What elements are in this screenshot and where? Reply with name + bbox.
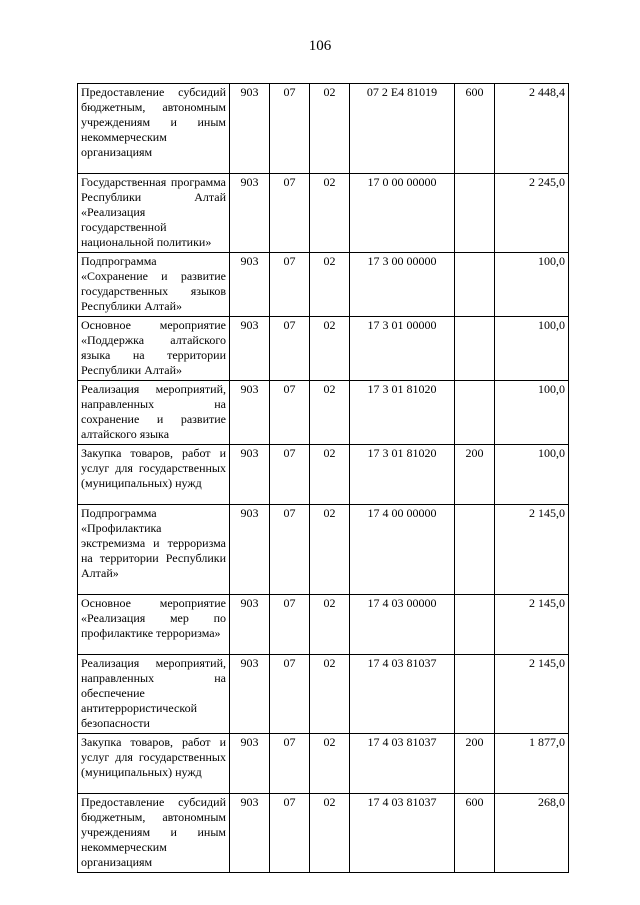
sum-cell: 100,0 — [495, 445, 569, 505]
table-row — [78, 794, 569, 873]
table-row — [78, 317, 569, 381]
page-number: 106 — [308, 38, 332, 54]
rz-cell: 07 — [270, 595, 310, 655]
rz-cell: 07 — [270, 317, 310, 381]
item-name-cell: Государственная программа Республики Алтай «Реализация государственной национальной политики» — [78, 174, 230, 253]
vr-cell — [455, 381, 495, 445]
rz-cell: 07 — [270, 505, 310, 595]
gr-cell: 903 — [230, 84, 270, 174]
pr-cell: 02 — [310, 595, 350, 655]
rz-cell: 07 — [270, 734, 310, 794]
gr-cell: 903 — [230, 253, 270, 317]
vr-cell — [455, 253, 495, 317]
rz-cell: 07 — [270, 445, 310, 505]
csr-cell: 17 3 01 81020 — [350, 381, 455, 445]
csr-cell: 17 0 00 00000 — [350, 174, 455, 253]
sum-cell: 2 245,0 — [495, 174, 569, 253]
item-name-cell: Закупка товаров, работ и услуг для государственных (муниципальных) нужд — [78, 734, 230, 794]
vr-cell — [455, 505, 495, 595]
csr-cell: 17 4 03 81037 — [350, 734, 455, 794]
rz-cell: 07 — [270, 84, 310, 174]
vr-cell: 600 — [455, 794, 495, 873]
pr-cell: 02 — [310, 317, 350, 381]
gr-cell: 903 — [230, 174, 270, 253]
gr-cell: 903 — [230, 655, 270, 734]
table-row — [78, 381, 569, 445]
item-name-cell: Основное мероприятие «Поддержка алтайского языка на территории Республики Алтай» — [78, 317, 230, 381]
sum-cell: 2 145,0 — [495, 505, 569, 595]
vr-cell — [455, 595, 495, 655]
budget-table — [77, 83, 569, 873]
item-name-cell: Подпрограмма «Сохранение и развитие государственных языков Республики Алтай» — [78, 253, 230, 317]
item-name-cell: Закупка товаров, работ и услуг для государственных (муниципальных) нужд — [78, 445, 230, 505]
csr-cell: 17 4 03 00000 — [350, 595, 455, 655]
sum-cell: 1 877,0 — [495, 734, 569, 794]
vr-cell — [455, 174, 495, 253]
table-row — [78, 174, 569, 253]
table-row — [78, 595, 569, 655]
item-name-cell: Реализация мероприятий, направленных на обеспечение антитеррористической безопасности — [78, 655, 230, 734]
pr-cell: 02 — [310, 253, 350, 317]
gr-cell: 903 — [230, 595, 270, 655]
table-row — [78, 253, 569, 317]
item-name-cell: Основное мероприятие «Реализация мер по профилактике терроризма» — [78, 595, 230, 655]
gr-cell: 903 — [230, 794, 270, 873]
item-name-cell: Предоставление субсидий бюджетным, автономным учреждениям и иным некоммерческим организациям — [78, 84, 230, 174]
vr-cell: 200 — [455, 734, 495, 794]
item-name-cell: Подпрограмма «Профилактика экстремизма и терроризма на территории Республики Алтай» — [78, 505, 230, 595]
pr-cell: 02 — [310, 445, 350, 505]
vr-cell — [455, 317, 495, 381]
pr-cell: 02 — [310, 734, 350, 794]
vr-cell: 600 — [455, 84, 495, 174]
pr-cell: 02 — [310, 381, 350, 445]
gr-cell: 903 — [230, 734, 270, 794]
rz-cell: 07 — [270, 253, 310, 317]
gr-cell: 903 — [230, 317, 270, 381]
csr-cell: 17 3 01 00000 — [350, 317, 455, 381]
gr-cell: 903 — [230, 505, 270, 595]
vr-cell — [455, 655, 495, 734]
sum-cell: 100,0 — [495, 381, 569, 445]
table-row — [78, 84, 569, 174]
table-row — [78, 445, 569, 505]
table-row — [78, 655, 569, 734]
rz-cell: 07 — [270, 381, 310, 445]
rz-cell: 07 — [270, 794, 310, 873]
pr-cell: 02 — [310, 174, 350, 253]
table-row — [78, 505, 569, 595]
sum-cell: 2 145,0 — [495, 595, 569, 655]
item-name-cell: Предоставление субсидий бюджетным, автономным учреждениям и иным некоммерческим организациям — [78, 794, 230, 873]
pr-cell: 02 — [310, 655, 350, 734]
pr-cell: 02 — [310, 505, 350, 595]
sum-cell: 2 145,0 — [495, 655, 569, 734]
csr-cell: 17 3 01 81020 — [350, 445, 455, 505]
csr-cell: 17 4 03 81037 — [350, 655, 455, 734]
csr-cell: 17 4 03 81037 — [350, 794, 455, 873]
gr-cell: 903 — [230, 445, 270, 505]
rz-cell: 07 — [270, 655, 310, 734]
rz-cell: 07 — [270, 174, 310, 253]
csr-cell: 07 2 E4 81019 — [350, 84, 455, 174]
csr-cell: 17 4 00 00000 — [350, 505, 455, 595]
csr-cell: 17 3 00 00000 — [350, 253, 455, 317]
table-row — [78, 734, 569, 794]
sum-cell: 100,0 — [495, 317, 569, 381]
pr-cell: 02 — [310, 794, 350, 873]
budget-table-body — [78, 84, 569, 873]
item-name-cell: Реализация мероприятий, направленных на сохранение и развитие алтайского языка — [78, 381, 230, 445]
gr-cell: 903 — [230, 381, 270, 445]
sum-cell: 268,0 — [495, 794, 569, 873]
sum-cell: 100,0 — [495, 253, 569, 317]
sum-cell: 2 448,4 — [495, 84, 569, 174]
vr-cell: 200 — [455, 445, 495, 505]
pr-cell: 02 — [310, 84, 350, 174]
